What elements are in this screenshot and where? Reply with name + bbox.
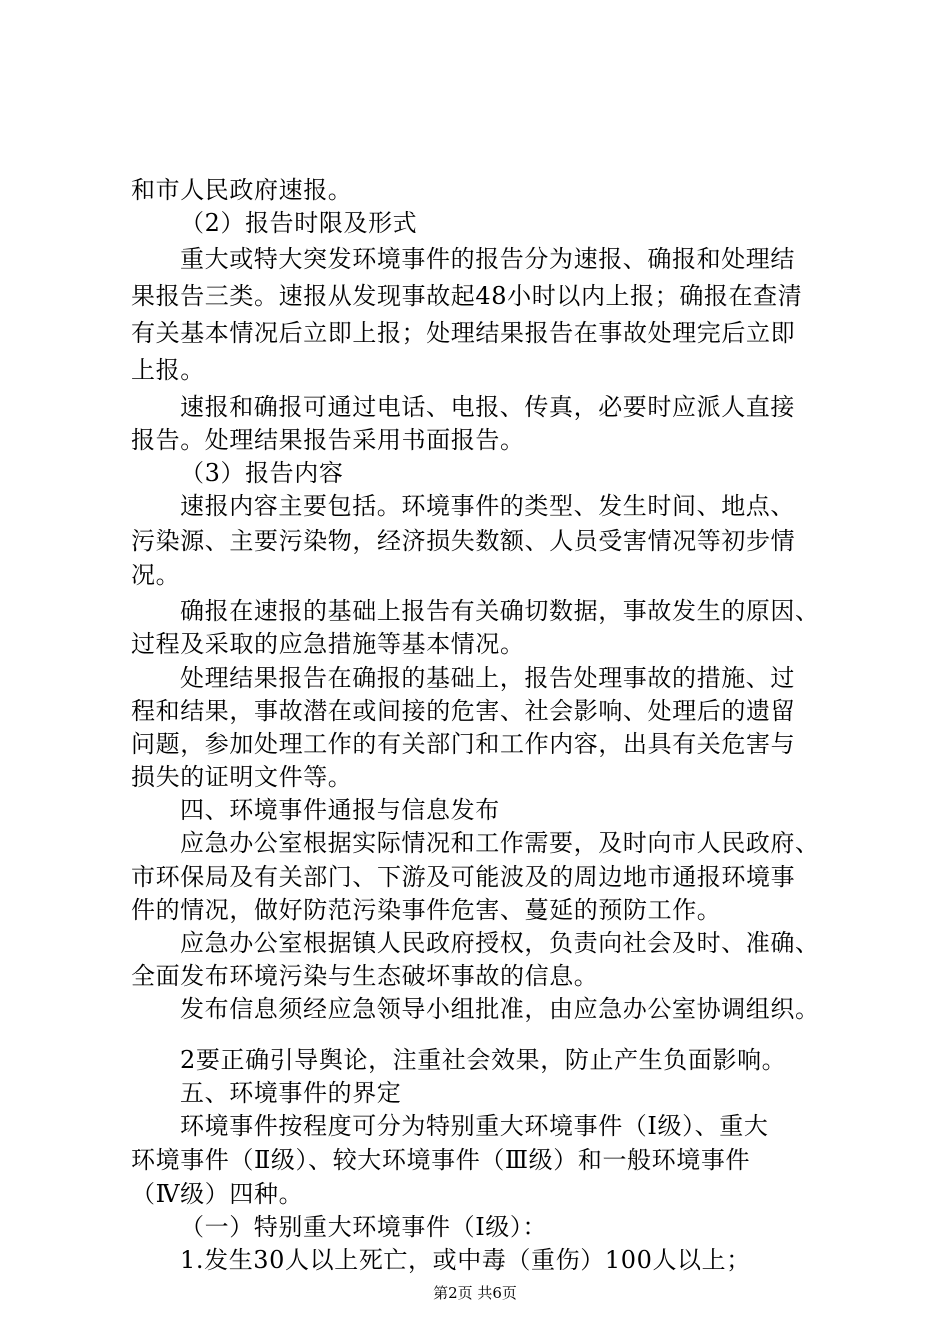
text-line: （Ⅳ级）四种。 [131, 1180, 304, 1208]
text-line: 1.发生30人以上死亡，或中毒（重伤）100人以上； [180, 1246, 751, 1274]
text-line: 上报。 [131, 356, 205, 384]
text-line: 全面发布环境污染与生态破坏事故的信息。 [131, 962, 599, 990]
text-line: 确报在速报的基础上报告有关确切数据，事故发生的原因、 [180, 597, 820, 625]
text-line: 和市人民政府速报。 [131, 176, 353, 204]
section-heading: 四、环境事件通报与信息发布 [180, 796, 500, 824]
text-line: 发布信息须经应急领导小组批准，由应急办公室协调组织。 [180, 995, 820, 1023]
text-line: 果报告三类。速报从发现事故起48小时以内上报；确报在查清 [131, 282, 803, 310]
text-line: 环境事件按程度可分为特别重大环境事件（Ⅰ级）、重大 [180, 1112, 769, 1140]
section-heading: 五、环境事件的界定 [180, 1079, 402, 1107]
text-line: 程和结果，事故潜在或间接的危害、社会影响、处理后的遗留 [131, 697, 796, 725]
text-line: 有关基本情况后立即上报；处理结果报告在事故处理完后立即 [131, 319, 796, 347]
text-line: 处理结果报告在确报的基础上，报告处理事故的措施、过 [180, 664, 795, 692]
text-line: 市环保局及有关部门、下游及可能波及的周边地市通报环境事 [131, 863, 796, 891]
section-heading: （3）报告内容 [180, 459, 344, 487]
text-line: 件的情况，做好防范污染事件危害、蔓延的预防工作。 [131, 896, 722, 924]
text-line: 应急办公室根据镇人民政府授权，负责向社会及时、准确、 [180, 929, 820, 957]
text-line: 问题，参加处理工作的有关部门和工作内容，出具有关危害与 [131, 730, 796, 758]
text-line: 速报和确报可通过电话、电报、传真，必要时应派人直接 [180, 393, 795, 421]
text-line: 重大或特大突发环境事件的报告分为速报、确报和处理结 [180, 245, 795, 273]
text-line: 报告。处理结果报告采用书面报告。 [131, 426, 525, 454]
section-heading: （2）报告时限及形式 [180, 209, 418, 237]
text-line: 过程及采取的应急措施等基本情况。 [131, 630, 525, 658]
text-line: 速报内容主要包括。环境事件的类型、发生时间、地点、 [180, 492, 795, 520]
text-line: 况。 [131, 561, 181, 589]
text-line: 应急办公室根据实际情况和工作需要，及时向市人民政府、 [180, 829, 820, 857]
page-footer: 第2页 共6页 [433, 1284, 517, 1302]
text-line: 环境事件（Ⅱ级）、较大环境事件（Ⅲ级）和一般环境事件 [131, 1146, 751, 1174]
text-line: 污染源、主要污染物，经济损失数额、人员受害情况等初步情 [131, 527, 796, 555]
text-line: 损失的证明文件等。 [131, 763, 353, 791]
section-heading: （一）特别重大环境事件（Ⅰ级）： [180, 1213, 548, 1241]
text-line: 2要正确引导舆论，注重社会效果，防止产生负面影响。 [180, 1046, 787, 1074]
